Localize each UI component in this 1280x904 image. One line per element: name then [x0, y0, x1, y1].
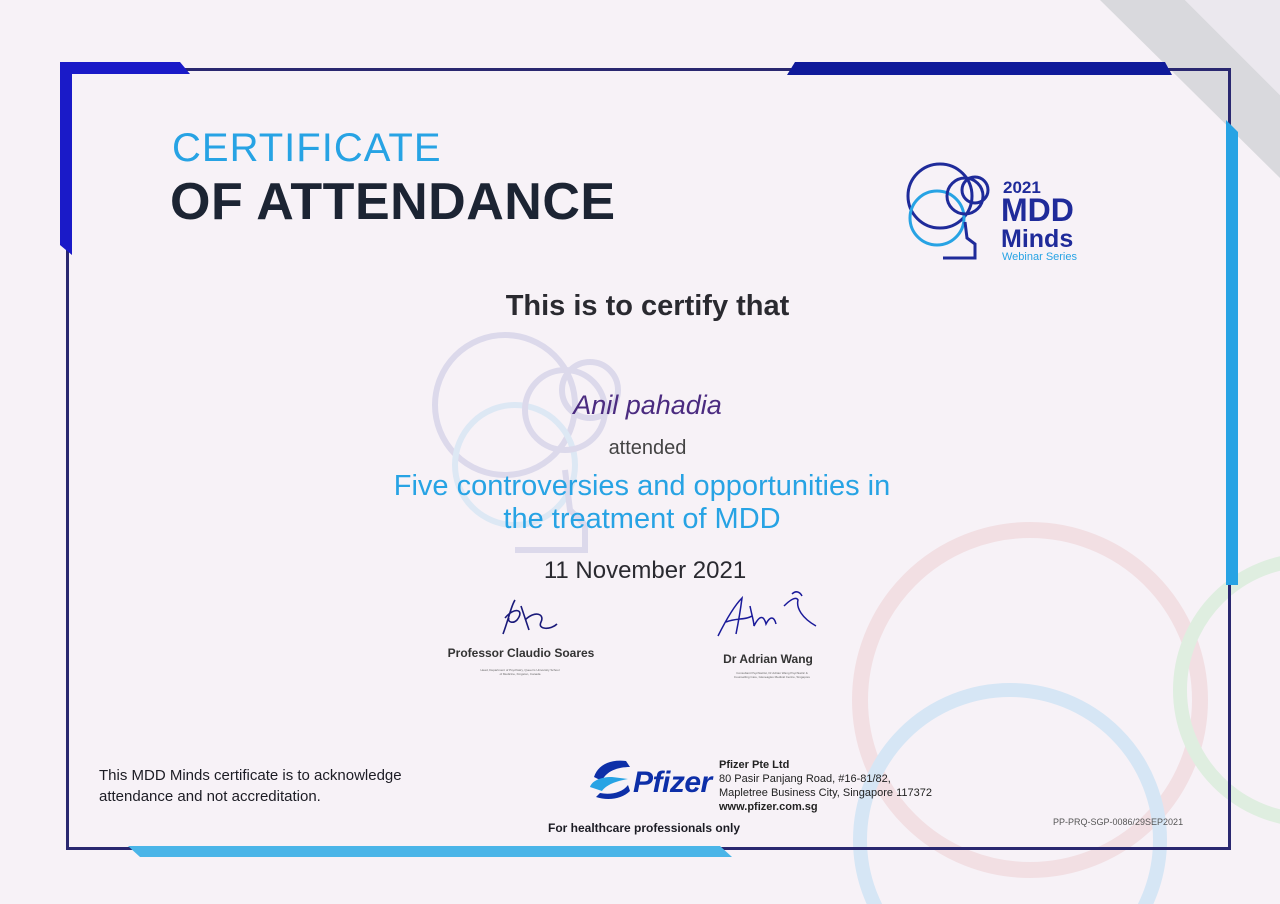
course-title [0, 470, 1280, 536]
signatory-name-1: Professor Claudio Soares [447, 646, 595, 660]
company-website: www.pfizer.com.sg [719, 801, 818, 813]
signature-soares-icon [495, 596, 570, 641]
logo-subtitle: Webinar Series [1002, 251, 1077, 263]
certificate-title-line2: OF ATTENDANCE [170, 173, 616, 231]
company-address [719, 758, 932, 814]
attended-text: attended [608, 437, 687, 459]
signature-wang-icon [712, 586, 827, 646]
audience-note: For healthcare professionals only [548, 821, 741, 835]
logo-year: 2021 [1003, 178, 1041, 197]
course-title-line1: Five controversies and opportunities in [393, 470, 891, 502]
certify-text: This is to certify that [505, 290, 790, 322]
disclaimer-text: This MDD Minds certificate is to acknowledge attendance and not accreditation. [99, 767, 402, 805]
address-line1: 80 Pasir Panjang Road, #16-81/82, [719, 773, 891, 785]
company-name: Pfizer Pte Ltd [719, 759, 790, 771]
event-date: 11 November 2021 [543, 557, 747, 584]
reference-code: PP-PRQ-SGP-0086/29SEP2021 [1053, 817, 1184, 827]
address-line2: Mapletree Business City, Singapore 117372 [719, 787, 932, 799]
pfizer-wordmark: Pfizer [633, 766, 712, 799]
logo-mdd: MDD [1001, 192, 1074, 228]
signatory-title-2: Consultant Psychiatrist, Dr Adrian Wang Psychiatric & Counselling Care, Gleneagles Medical Centre, Singapore [733, 671, 811, 679]
certificate-title-line1: CERTIFICATE [172, 126, 442, 170]
signatory-title-1: Head, Department of Psychiatry, Queen's University School of Medicine, Kingston, Canada [480, 668, 560, 676]
course-title-line2: the treatment of MDD [503, 503, 781, 535]
logo-minds: Minds [1001, 225, 1074, 253]
recipient-name: Anil pahadia [573, 390, 722, 420]
signatory-name-2: Dr Adrian Wang [723, 652, 813, 666]
